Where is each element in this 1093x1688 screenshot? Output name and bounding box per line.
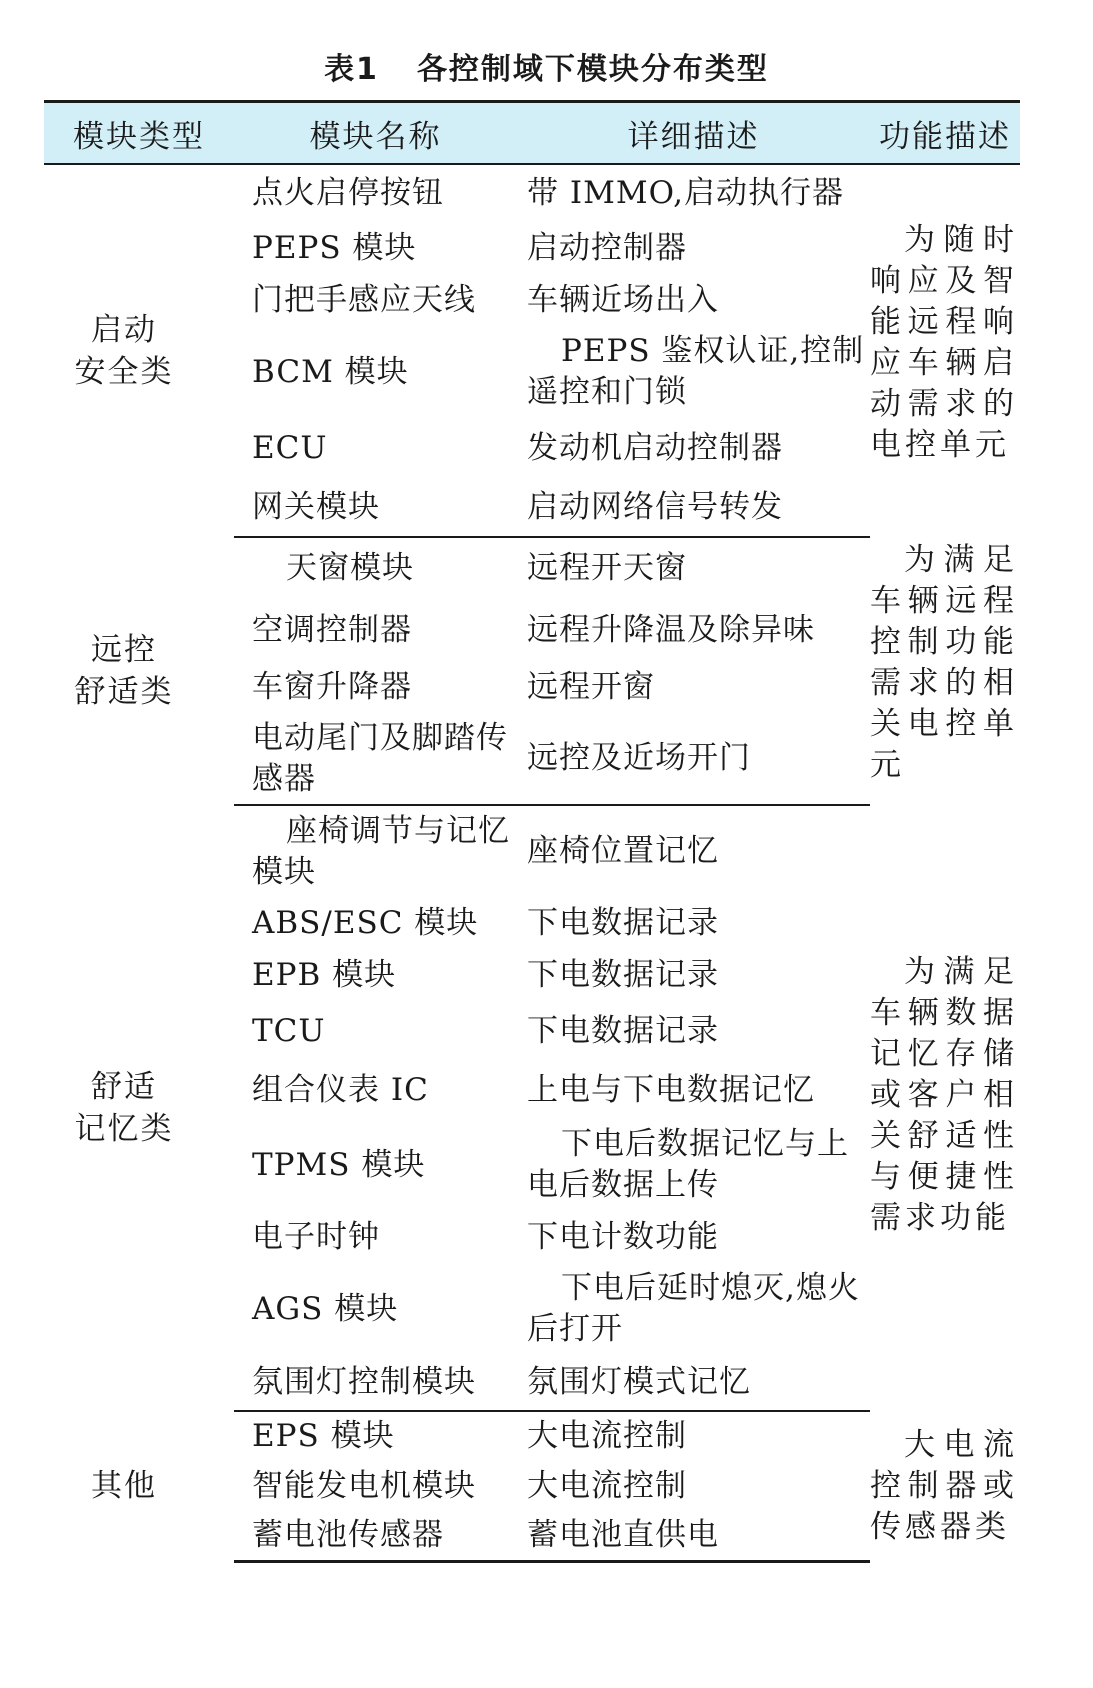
detail-cell: 发动机启动控制器	[527, 429, 783, 466]
module-name-cell: 智能发电机模块	[252, 1467, 476, 1504]
detail-cell: 座椅位置记忆	[527, 833, 719, 869]
detail-cell: 氛围灯模式记忆	[517, 1355, 870, 1411]
module-name-cell: 电子时钟	[252, 1218, 380, 1255]
detail-cell: 远程开窗	[527, 668, 655, 705]
module-name-cell: PEPS 模块	[252, 229, 417, 266]
function-cell: 为满足车辆数据记忆存储或客户相关舒适性与便捷性需求功能	[870, 953, 1018, 1236]
detail-cell: 大电流控制	[527, 1418, 687, 1454]
module-name-cell: BCM 模块	[252, 353, 409, 390]
module-type-cell: 启动 安全类	[74, 312, 174, 390]
detail-cell: 车辆近场出入	[527, 281, 719, 318]
module-name-cell: 天窗模块	[286, 550, 414, 586]
header-function: 功能描述	[870, 102, 1020, 165]
header-module-name: 模块名称	[234, 102, 517, 165]
detail-cell: 下电数据记录	[527, 904, 719, 941]
function-cell: 为随时响应及智能远程响应车辆启动需求的电控单元	[870, 222, 1018, 463]
table-title: 各控制域下模块分布类型	[416, 52, 769, 87]
module-name-cell: AGS 模块	[252, 1290, 399, 1327]
module-name-cell: 点火启停按钮	[252, 175, 444, 211]
module-name-cell: 车窗升降器	[252, 668, 412, 705]
table-caption	[0, 44, 1093, 88]
table-row	[44, 537, 1020, 599]
module-name-cell: 蓄电池传感器	[234, 1511, 517, 1561]
detail-cell: 上电与下电数据记忆	[527, 1071, 815, 1108]
module-name-cell: EPB 模块	[252, 956, 397, 993]
detail-cell: 远程开天窗	[527, 550, 687, 586]
module-name-cell: EPS 模块	[252, 1418, 395, 1454]
detail-cell: 下电后延时熄灭,熄火后打开	[527, 1270, 860, 1347]
module-type-cell: 其他	[91, 1468, 157, 1504]
module-name-cell: 组合仪表 IC	[252, 1071, 429, 1108]
module-table	[44, 100, 1020, 1563]
module-type-cell: 舒适 记忆类	[74, 1069, 174, 1147]
module-name-cell: ECU	[252, 429, 328, 466]
table-body	[44, 164, 1020, 1561]
detail-cell: 下电计数功能	[527, 1218, 719, 1255]
module-name-cell: TCU	[252, 1012, 326, 1049]
function-cell: 为满足车辆远程控制功能需求的相关电控单元	[870, 542, 1018, 783]
module-name-cell: 电动尾门及脚踏传感器	[234, 713, 517, 805]
function-cell: 大电流控制器或传感器类	[870, 1426, 1018, 1545]
table-row	[44, 805, 1020, 897]
detail-cell: 下电数据记录	[527, 1012, 719, 1049]
detail-cell: 蓄电池直供电	[517, 1511, 870, 1561]
detail-cell: 启动网络信号转发	[517, 478, 870, 537]
detail-cell: PEPS 鉴权认证,控制遥控和门锁	[527, 333, 865, 410]
module-name-cell: ABS/ESC 模块	[252, 904, 479, 941]
detail-cell: 远程升降温及除异味	[527, 611, 815, 648]
module-name-cell: 门把手感应天线	[252, 281, 476, 318]
module-name-cell: 空调控制器	[252, 611, 412, 648]
module-name-cell: TPMS 模块	[252, 1146, 426, 1183]
table-number: 表1	[324, 52, 379, 87]
header-row	[44, 102, 1020, 165]
detail-cell: 下电后数据记忆与上电后数据上传	[527, 1126, 849, 1203]
table-row	[44, 164, 1020, 222]
detail-cell: 带 IMMO,启动执行器	[527, 175, 845, 211]
module-type-cell: 远控 舒适类	[74, 632, 174, 710]
module-name-cell: 氛围灯控制模块	[234, 1355, 517, 1411]
module-name-cell: 座椅调节与记忆模块	[252, 812, 510, 890]
header-module-type: 模块类型	[44, 102, 234, 165]
module-name-cell: 网关模块	[234, 478, 517, 537]
detail-cell: 远控及近场开门	[517, 713, 870, 805]
header-detail: 详细描述	[517, 102, 870, 165]
detail-cell: 启动控制器	[527, 229, 687, 266]
detail-cell: 大电流控制	[527, 1467, 687, 1504]
detail-cell: 下电数据记录	[527, 956, 719, 993]
table-row	[44, 1411, 1020, 1461]
